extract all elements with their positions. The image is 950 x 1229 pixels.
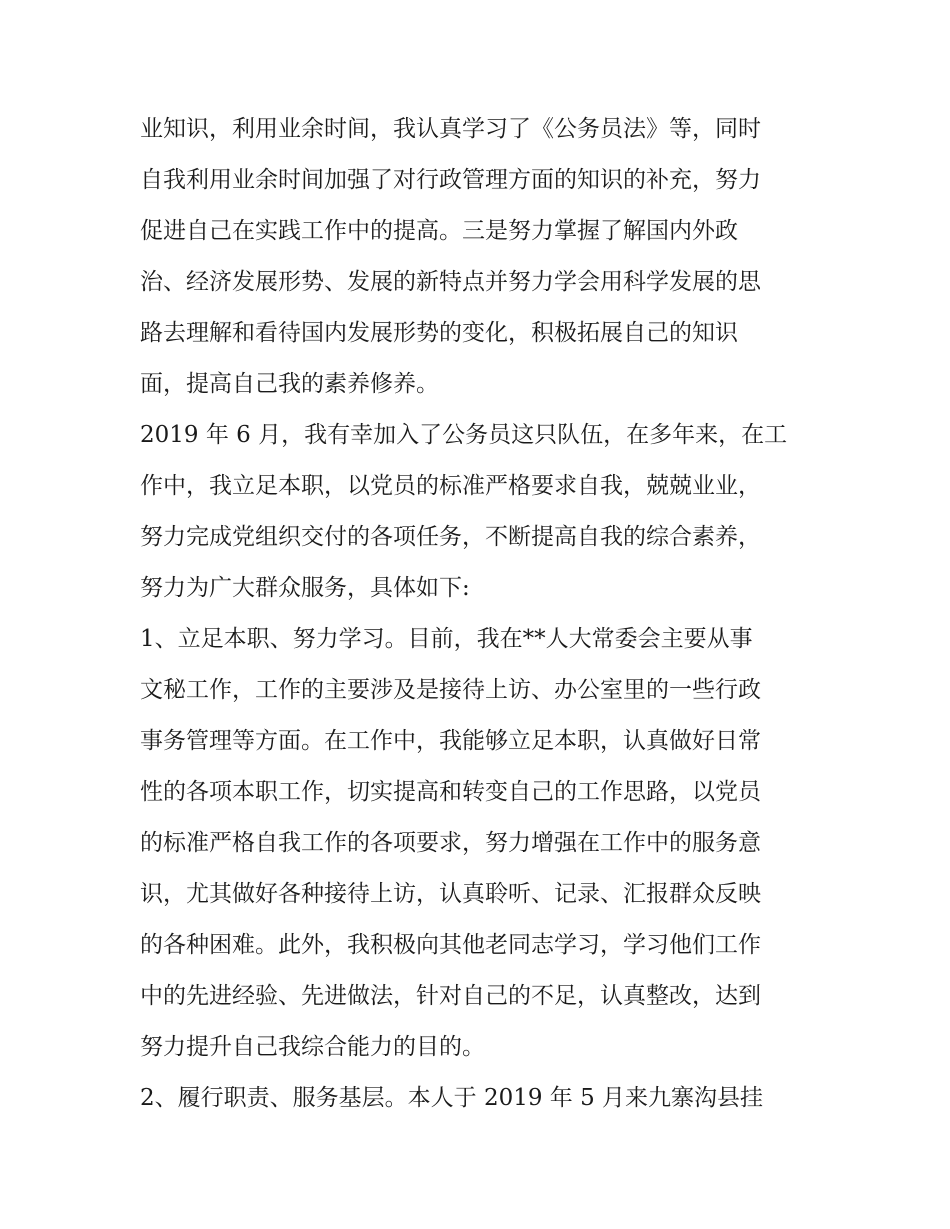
text-line: 促进自己在实践工作中的提高。三是努力掌握了解国内外政 (140, 218, 738, 244)
text-line: 面，提高自己我的素养修养。 (140, 371, 439, 397)
text-line: 努力完成党组织交付的各项任务，不断提高自我的综合素养， (140, 524, 761, 550)
text-line: 性的各项本职工作，切实提高和转变自己的工作思路，以党员 (140, 779, 761, 805)
text-line: 路去理解和看待国内发展形势的变化，积极拓展自己的知识 (140, 320, 738, 346)
text-line: 的标准严格自我工作的各项要求，努力增强在工作中的服务意 (140, 830, 761, 856)
text-line: 中的先进经验、先进做法，针对自己的不足，认真整改，达到 (140, 983, 761, 1009)
text-line: 识，尤其做好各种接待上访，认真聆听、记录、汇报群众反映 (140, 881, 761, 907)
text-line: 努力为广大群众服务，具体如下: (140, 575, 470, 601)
document-body (140, 104, 820, 1124)
text-line: 的各种困难。此外，我积极向其他老同志学习，学习他们工作 (140, 932, 761, 958)
text-line: 治、经济发展形势、发展的新特点并努力学会用科学发展的思 (140, 269, 761, 295)
text-line: 1、立足本职、努力学习。目前，我在**人大常委会主要从事 (140, 626, 753, 652)
text-line: 作中，我立足本职，以党员的标准严格要求自我，兢兢业业， (140, 473, 761, 499)
text-line: 2019 年 6 月，我有幸加入了公务员这只队伍，在多年来，在工 (140, 422, 788, 448)
text-line: 文秘工作，工作的主要涉及是接待上访、办公室里的一些行政 (140, 677, 761, 703)
text-line: 业知识，利用业余时间，我认真学习了《公务员法》等，同时 (140, 116, 761, 142)
text-line: 2、履行职责、服务基层。本人于 2019 年 5 月来九寨沟县挂 (140, 1085, 764, 1111)
text-line: 事务管理等方面。在工作中，我能够立足本职，认真做好日常 (140, 728, 761, 754)
text-line: 努力提升自己我综合能力的目的。 (140, 1034, 485, 1060)
text-line: 自我利用业余时间加强了对行政管理方面的知识的补充，努力 (140, 167, 761, 193)
